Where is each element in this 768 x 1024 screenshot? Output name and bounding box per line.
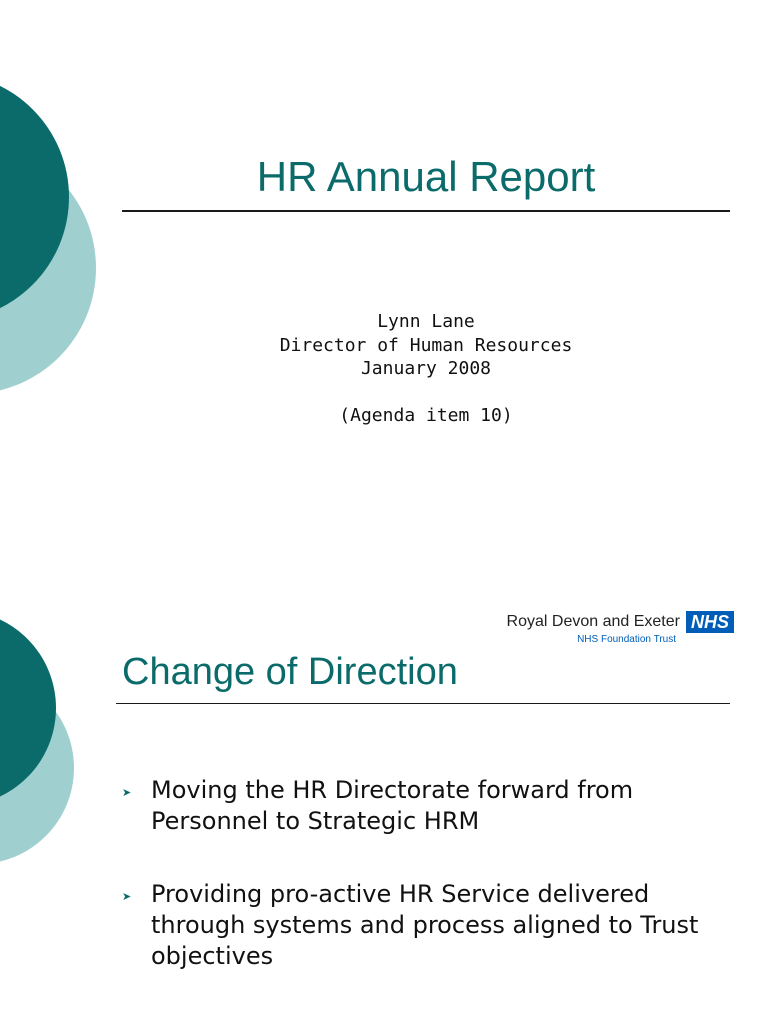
arrowhead-right-icon: ➤ <box>122 890 132 903</box>
nhs-trust-logo <box>507 611 734 645</box>
slide-content <box>0 512 768 1024</box>
trust-name: Royal Devon and Exeter <box>506 613 680 630</box>
list-item <box>122 879 722 972</box>
decorative-circles <box>0 512 120 1024</box>
presentation-date: January 2008 <box>360 358 492 379</box>
title-divider <box>116 703 730 704</box>
presenter-name: Lynn Lane <box>377 311 475 332</box>
agenda-item: (Agenda item 10) <box>339 404 513 426</box>
title-divider <box>122 210 730 212</box>
trust-subtitle: NHS Foundation Trust <box>577 634 676 645</box>
decorative-circles <box>0 0 120 512</box>
bullet-text: Providing pro-active HR Service delivered through systems and process aligned to Trust objectives <box>151 880 699 970</box>
bullet-text: Moving the HR Directorate forward from Personnel to Strategic HRM <box>151 776 634 835</box>
arrowhead-right-icon: ➤ <box>122 786 132 799</box>
presenter-role: Director of Human Resources <box>279 334 573 356</box>
bullet-list <box>122 775 722 1014</box>
slide-title-text: Change of Direction <box>122 651 458 693</box>
nhs-badge: NHS <box>686 611 734 633</box>
list-item <box>122 775 722 837</box>
subtitle-block <box>122 310 730 427</box>
slide-title-text: HR Annual Report <box>256 153 596 200</box>
